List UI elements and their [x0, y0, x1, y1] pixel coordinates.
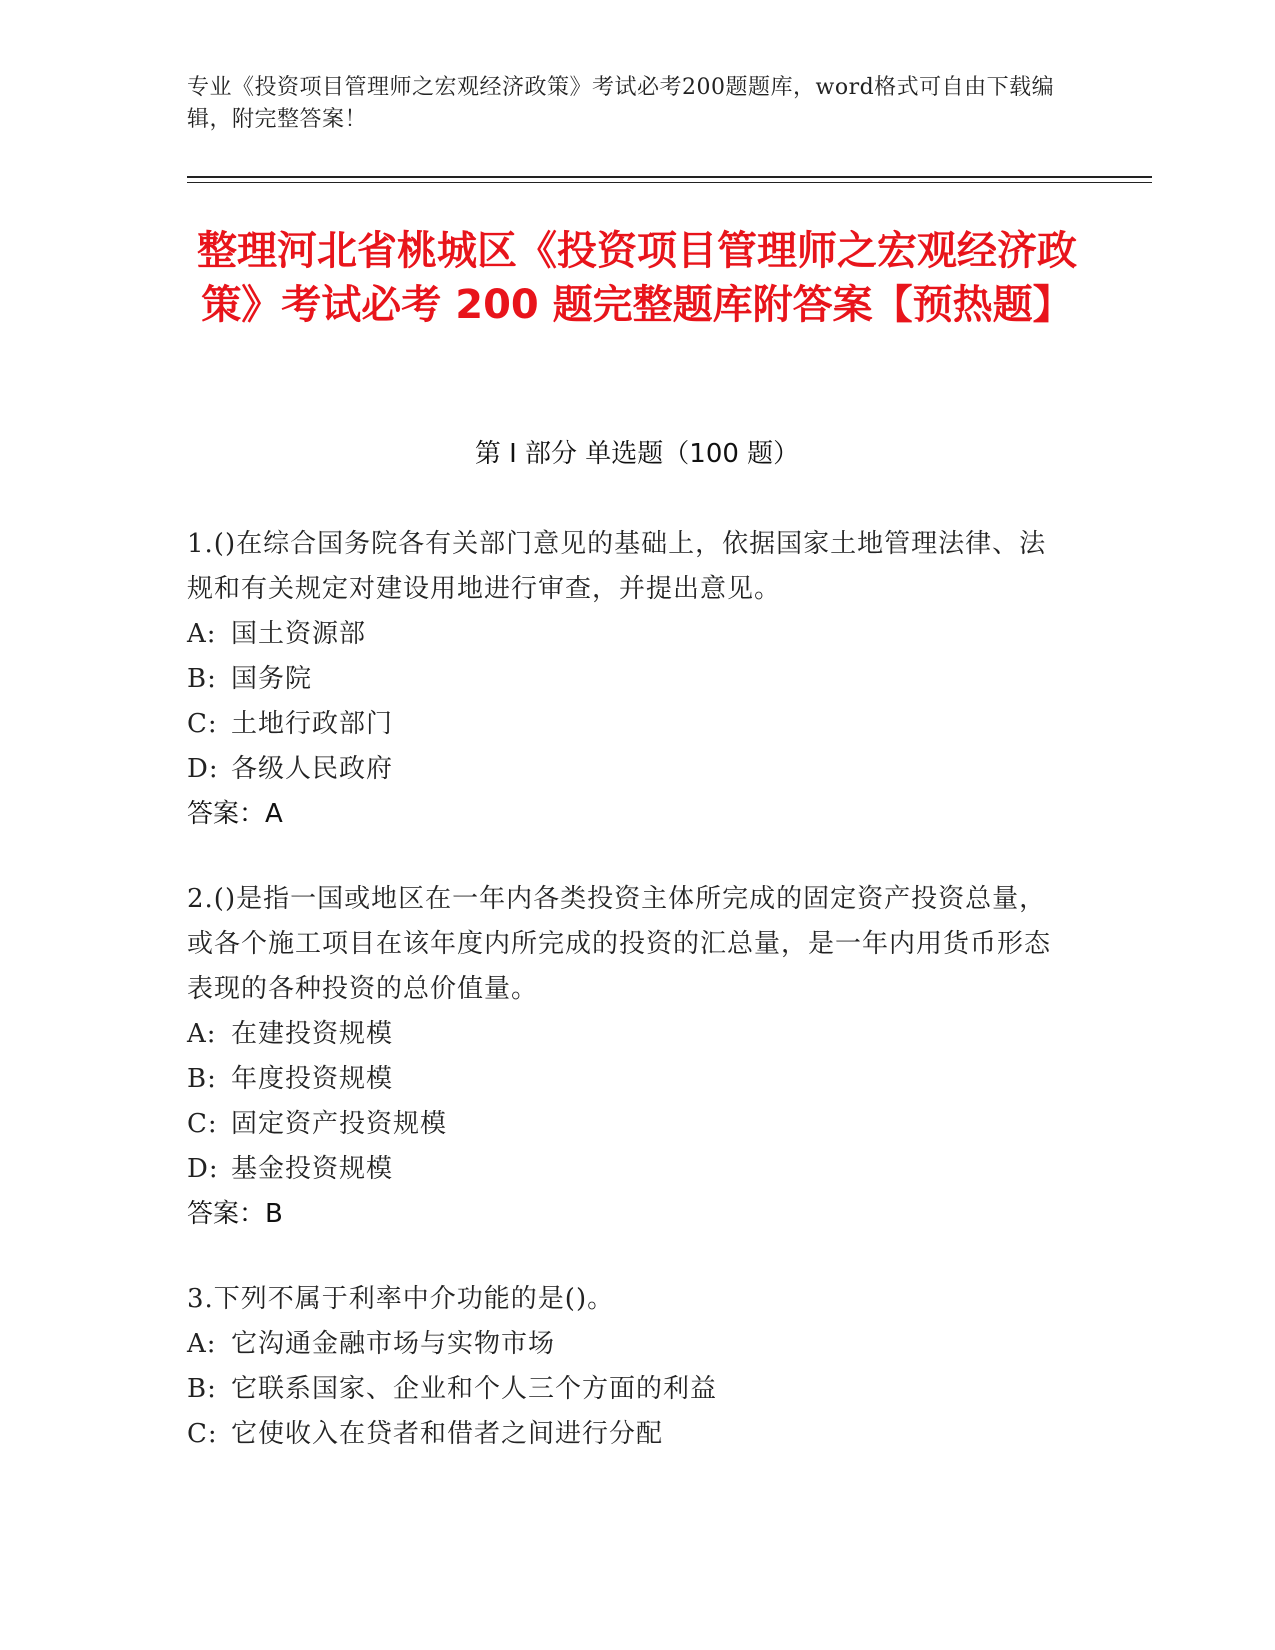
option-c	[187, 702, 1067, 747]
option-text: 土地行政部门	[231, 709, 394, 739]
option-letter: B:	[187, 1374, 217, 1404]
answer: 答案：A	[187, 799, 283, 829]
option-letter: C:	[187, 709, 218, 739]
option-text: 各级人民政府	[231, 754, 394, 784]
option-text: 它使收入在贷者和借者之间进行分配	[231, 1419, 664, 1449]
option-b	[187, 1057, 1067, 1102]
option-text: 国土资源部	[231, 619, 367, 649]
option-letter: C:	[187, 1419, 218, 1449]
option-d	[187, 1147, 1067, 1192]
option-b	[187, 1367, 1067, 1412]
option-letter: C:	[187, 1109, 218, 1139]
option-letter: D:	[187, 1154, 219, 1184]
option-text: 基金投资规模	[231, 1154, 394, 1184]
question-stem: 1.()在综合国务院各有关部门意见的基础上，依据国家土地管理法律、法规和有关规定对建设用地进行审查，并提出意见。	[187, 529, 1047, 604]
question-1	[187, 522, 1067, 837]
option-b	[187, 657, 1067, 702]
option-a	[187, 1322, 1067, 1367]
question-3	[187, 1277, 1067, 1457]
option-a	[187, 612, 1067, 657]
option-d	[187, 747, 1067, 792]
option-text: 在建投资规模	[231, 1019, 394, 1049]
question-stem: 3.下列不属于利率中介功能的是()。	[187, 1284, 615, 1314]
option-letter: B:	[187, 664, 217, 694]
question-2	[187, 877, 1067, 1237]
question-stem: 2.()是指一国或地区在一年内各类投资主体所完成的固定资产投资总量，或各个施工项目在该年度内所完成的投资的汇总量，是一年内用货币形态表现的各种投资的总价值量。	[187, 884, 1052, 1004]
option-letter: B:	[187, 1064, 217, 1094]
option-letter: A:	[187, 1329, 217, 1359]
option-text: 它沟通金融市场与实物市场	[231, 1329, 556, 1359]
option-letter: A:	[187, 619, 217, 649]
answer: 答案：B	[187, 1199, 283, 1229]
option-letter: A:	[187, 1019, 217, 1049]
option-c	[187, 1412, 1067, 1457]
header-note: 专业《投资项目管理师之宏观经济政策》考试必考200题题库，word格式可自由下载编辑，附完整答案！	[187, 75, 1055, 132]
option-text: 国务院	[231, 664, 313, 694]
option-text: 它联系国家、企业和个人三个方面的利益	[231, 1374, 718, 1404]
header-divider-thin	[187, 182, 1152, 183]
option-text: 固定资产投资规模	[231, 1109, 448, 1139]
document-title: 整理河北省桃城区《投资项目管理师之宏观经济政策》考试必考 200 题完整题库附答案【预热题】	[197, 228, 1077, 328]
option-letter: D:	[187, 754, 219, 784]
section-heading: 第 I 部分 单选题（100 题）	[474, 439, 800, 469]
option-c	[187, 1102, 1067, 1147]
option-a	[187, 1012, 1067, 1057]
header-divider-thick	[187, 176, 1152, 178]
question-list	[187, 522, 1067, 1497]
option-text: 年度投资规模	[231, 1064, 394, 1094]
